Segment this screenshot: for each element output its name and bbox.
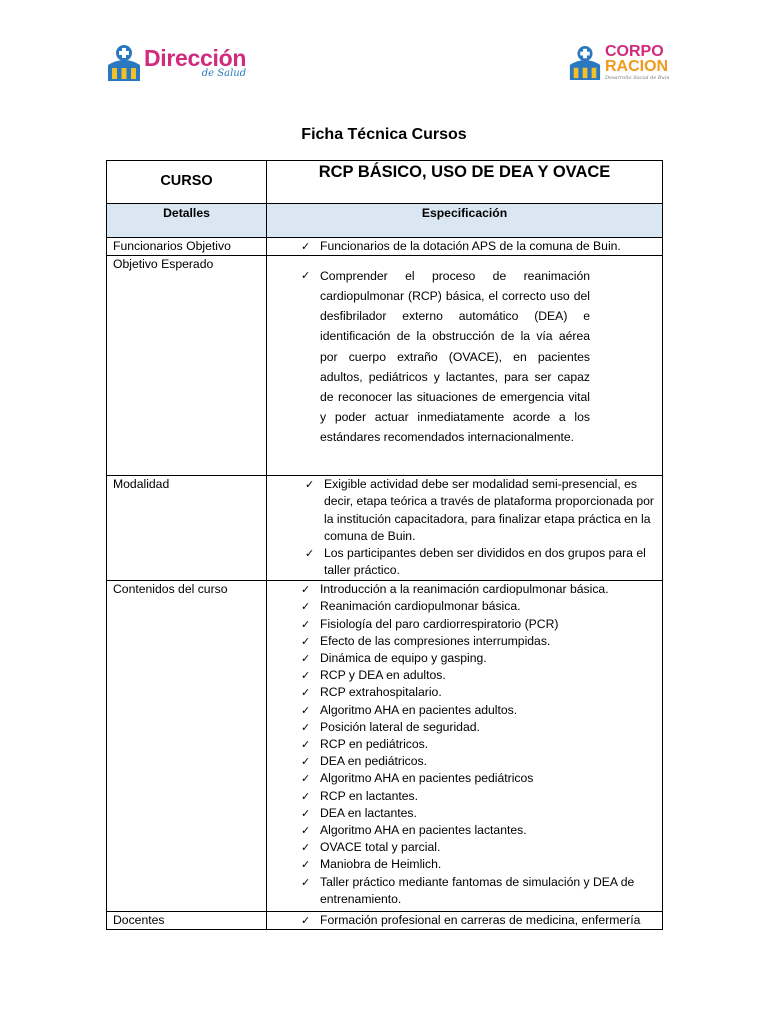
check-item: ✓ RCP extrahospitalario. — [320, 684, 662, 701]
check-item: ✓ Los participantes deben ser divididos en dos grupos para el taller práctico. — [324, 545, 658, 579]
course-row — [107, 161, 663, 204]
table-row-contenidos — [107, 581, 663, 912]
logo-racion-text: RACION — [605, 57, 669, 75]
check-item: ✓ Formación profesional en carreras de medicina, enfermería — [320, 912, 662, 929]
check-item: ✓ RCP en lactantes. — [320, 788, 662, 805]
check-item: ✓ Exigible actividad debe ser modalidad semi-presencial, es decir, etapa teórica a través de plataforma proporcionada por la institución capacitadora, para finalizar etapa práctica en la comuna de Buin. — [324, 476, 658, 545]
row-content — [267, 256, 663, 476]
row-content — [267, 238, 663, 256]
logo-sub-text: de Salud — [201, 68, 247, 79]
logo-main-text: Dirección — [144, 45, 247, 71]
check-item: ✓ Dinámica de equipo y gasping. — [320, 650, 662, 667]
course-label: CURSO — [107, 161, 267, 204]
corporacion-building-icon — [568, 43, 602, 83]
logo-corpo-text: CORPO — [605, 42, 664, 60]
header-detalles: Detalles — [107, 204, 267, 238]
check-item: ✓ Algoritmo AHA en pacientes pediátricos — [320, 770, 662, 787]
check-item: ✓ OVACE total y parcial. — [320, 839, 662, 856]
row-content — [267, 912, 663, 930]
row-label: Modalidad — [107, 476, 267, 581]
row-label: Docentes — [107, 912, 267, 930]
check-item: ✓ Maniobra de Heimlich. — [320, 856, 662, 873]
check-item: ✓ Funcionarios de la dotación APS de la comuna de Buin. — [320, 238, 662, 255]
table-row-docentes — [107, 912, 663, 930]
direccion-salud-logo — [106, 40, 246, 86]
check-item: ✓ Introducción a la reanimación cardiopulmonar básica. — [320, 581, 662, 598]
check-item: ✓ Efecto de las compresiones interrumpidas. — [320, 633, 662, 650]
check-item: ✓ Posición lateral de seguridad. — [320, 719, 662, 736]
check-item: ✓ Comprender el proceso de reanimación cardiopulmonar (RCP) básica, el correcto uso del desfibrilador externo automático (DEA) e identificación de la obstrucción de la vía aérea por cuerpo extraño (OVACE), en pacientes adultos, pediátricos y lactantes, para ser capaz de reconocer las situaciones de emergencia vital y poder actuar inmediatamente acorde a los estándares recomendados internacionalmente. — [320, 266, 590, 447]
table-row-objetivo — [107, 256, 663, 476]
row-label: Contenidos del curso — [107, 581, 267, 912]
document-title: Ficha Técnica Cursos — [301, 126, 467, 143]
check-item: ✓ Taller práctico mediante fantomas de simulación y DEA de entrenamiento. — [320, 874, 662, 908]
table-row-modalidad — [107, 476, 663, 581]
row-label: Objetivo Esperado — [107, 256, 267, 476]
header-especificacion: Especificación — [267, 204, 663, 238]
check-item: ✓ RCP en pediátricos. — [320, 736, 662, 753]
check-item: ✓ RCP y DEA en adultos. — [320, 667, 662, 684]
direccion-building-icon — [106, 43, 142, 83]
check-item: ✓ Reanimación cardiopulmonar básica. — [320, 598, 662, 615]
table-header-row — [107, 204, 663, 238]
row-label: Funcionarios Objetivo — [107, 238, 267, 256]
check-item: ✓ Algoritmo AHA en pacientes adultos. — [320, 702, 662, 719]
course-name: RCP BÁSICO, USO DE DEA Y OVACE — [267, 161, 663, 204]
row-content — [267, 476, 663, 581]
check-item: ✓ DEA en lactantes. — [320, 805, 662, 822]
table-row-funcionarios — [107, 238, 663, 256]
check-item: ✓ Fisiología del paro cardiorrespiratorio (PCR) — [320, 616, 662, 633]
corporacion-logo — [568, 40, 670, 86]
check-item: ✓ Algoritmo AHA en pacientes lactantes. — [320, 822, 662, 839]
logo-tagline: Desarrollo Social de Buin — [605, 75, 670, 82]
check-item: ✓ DEA en pediátricos. — [320, 753, 662, 770]
row-content — [267, 581, 663, 912]
course-spec-table — [106, 160, 663, 930]
